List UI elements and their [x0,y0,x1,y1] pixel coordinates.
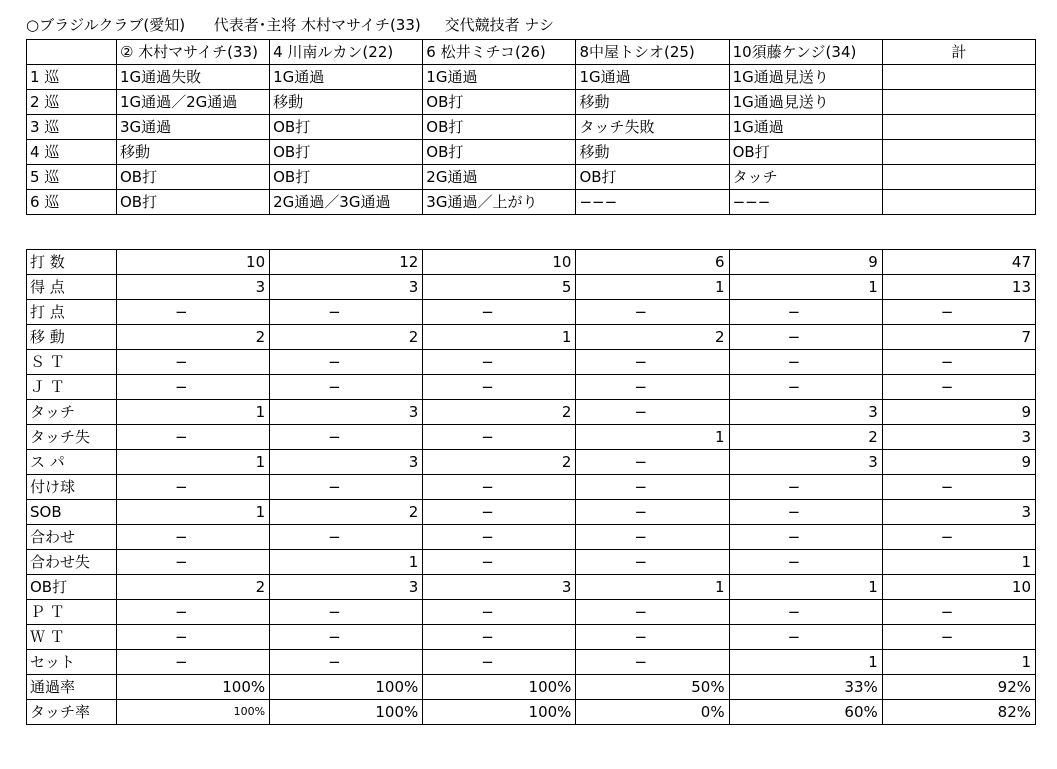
round-cell [882,115,1035,140]
stat-row [27,350,1036,375]
stat-value: 3 [882,425,1035,450]
stat-value: − [576,350,729,375]
stat-row [27,625,1036,650]
stat-value: 1 [576,575,729,600]
round-cell [882,165,1035,190]
stat-value: − [423,300,576,325]
stat-value: 2 [270,500,423,525]
round-cell: 1G通過 [270,65,423,90]
round-label: 3 巡 [27,115,117,140]
stat-value: − [270,625,423,650]
stat-value: − [576,600,729,625]
stat-row [27,550,1036,575]
stat-value: − [729,550,882,575]
stat-value: − [116,550,269,575]
round-cell: OB打 [576,165,729,190]
round-cell: 3G通過／上がり [423,190,576,215]
stat-label: 合わせ [27,525,117,550]
stat-value: − [576,450,729,475]
stat-value: 2 [270,325,423,350]
round-cell: 移動 [576,90,729,115]
stat-value: 60% [729,700,882,725]
stat-value: − [729,500,882,525]
round-cell: タッチ失敗 [576,115,729,140]
player-name: 6 松井ミチコ(26) [423,40,576,65]
round-cell: 移動 [270,90,423,115]
stat-value: 100% [270,675,423,700]
stat-value: 1 [576,275,729,300]
stat-value: 2 [576,325,729,350]
captain-info: 代表者･主将 木村マサイチ(33) [213,16,421,34]
stat-row [27,275,1036,300]
stat-label: 通過率 [27,675,117,700]
stat-value: 9 [882,450,1035,475]
stat-value: − [576,300,729,325]
stat-value: − [882,475,1035,500]
round-cell [882,140,1035,165]
stat-label: Ｊ Ｔ [27,375,117,400]
stat-value: 3 [729,400,882,425]
stat-label: タッチ率 [27,700,117,725]
stat-value: − [882,350,1035,375]
stat-label: Ｗ Ｔ [27,625,117,650]
stat-row [27,325,1036,350]
round-cell: 1G通過失敗 [116,65,269,90]
stat-row [27,675,1036,700]
stat-value: 1 [729,575,882,600]
stat-value: − [882,600,1035,625]
sheet-header [26,14,554,36]
stat-value: 3 [270,575,423,600]
round-row [27,165,1036,190]
stat-value: − [423,550,576,575]
stats-table [26,249,1036,725]
stat-value: − [729,625,882,650]
round-label: 1 巡 [27,65,117,90]
stat-row [27,525,1036,550]
stat-value: − [576,475,729,500]
stat-value: 100% [423,700,576,725]
stat-value: − [576,375,729,400]
stat-value: 3 [423,575,576,600]
stat-value: − [882,375,1035,400]
corner-cell [27,40,117,65]
round-row [27,115,1036,140]
stat-row [27,700,1036,725]
stat-value: − [116,375,269,400]
stat-value: − [729,375,882,400]
round-cell: −−− [576,190,729,215]
round-cell: OB打 [116,165,269,190]
stat-value: 0% [576,700,729,725]
player-name: ② 木村マサイチ(33) [116,40,269,65]
round-cell: 移動 [576,140,729,165]
round-cell: 2G通過 [423,165,576,190]
stat-value: 2 [423,450,576,475]
stat-value: − [729,600,882,625]
round-cell: 1G通過／2G通過 [116,90,269,115]
stat-value: 1 [116,400,269,425]
stat-value: − [576,650,729,675]
stat-row [27,475,1036,500]
stat-value: − [270,650,423,675]
stat-value: − [423,625,576,650]
stat-value: 10 [423,250,576,275]
stat-value: 3 [270,275,423,300]
stat-value: − [116,625,269,650]
stat-value: 1 [116,500,269,525]
stat-value: 1 [729,650,882,675]
round-cell: 1G通過 [423,65,576,90]
stat-value: − [729,525,882,550]
stat-value: 1 [576,425,729,450]
total-header: 計 [882,40,1035,65]
stat-value: − [270,350,423,375]
stat-value: − [423,525,576,550]
stat-value: 100% [116,675,269,700]
stat-row [27,250,1036,275]
round-cell: OB打 [729,140,882,165]
stat-value: 100% [423,675,576,700]
stat-label: SOB [27,500,117,525]
round-cell: OB打 [270,115,423,140]
stat-value: − [116,425,269,450]
stat-label: セット [27,650,117,675]
round-cell: 移動 [116,140,269,165]
stat-value: 2 [423,400,576,425]
stat-label: タッチ失 [27,425,117,450]
stat-value: − [882,300,1035,325]
stat-value: 5 [423,275,576,300]
stat-label: 得 点 [27,275,117,300]
stat-value: − [882,625,1035,650]
round-cell [882,65,1035,90]
stat-label: 打 点 [27,300,117,325]
stat-row [27,575,1036,600]
stat-value: − [576,400,729,425]
round-cell: OB打 [423,140,576,165]
stat-value: 3 [270,400,423,425]
stat-value: 1 [423,325,576,350]
stat-value: − [729,350,882,375]
stat-row [27,425,1036,450]
round-cell: OB打 [270,140,423,165]
stat-value: − [423,350,576,375]
stat-value: 10 [882,575,1035,600]
round-label: 4 巡 [27,140,117,165]
stat-value: 33% [729,675,882,700]
stat-label: 打 数 [27,250,117,275]
stat-value: 50% [576,675,729,700]
stat-value: − [116,525,269,550]
stat-value: − [576,500,729,525]
stat-value: 7 [882,325,1035,350]
round-cell: 1G通過 [729,115,882,140]
stat-value: 13 [882,275,1035,300]
stat-value: 2 [116,575,269,600]
stat-value: 1 [882,550,1035,575]
stat-value: 3 [729,450,882,475]
round-cell [882,90,1035,115]
round-row [27,190,1036,215]
stat-value: − [423,425,576,450]
round-cell [882,190,1035,215]
stat-value: − [729,475,882,500]
substitute-info: 交代競技者 ナシ [444,16,555,34]
stat-value: − [116,650,269,675]
player-header-row [27,40,1036,65]
stat-value: − [116,350,269,375]
stat-value: 1 [729,275,882,300]
round-label: 6 巡 [27,190,117,215]
stat-row [27,300,1036,325]
stat-row [27,375,1036,400]
stat-value: 3 [882,500,1035,525]
stat-value: − [576,525,729,550]
player-name: 4 川南ルカン(22) [270,40,423,65]
round-cell: OB打 [423,90,576,115]
round-cell: OB打 [423,115,576,140]
stat-value: 1 [882,650,1035,675]
round-cell: 1G通過 [576,65,729,90]
stat-row [27,600,1036,625]
stat-label: 合わせ失 [27,550,117,575]
stat-value: − [270,475,423,500]
player-name: 10須藤ケンジ(34) [729,40,882,65]
stat-label: タッチ [27,400,117,425]
round-row [27,140,1036,165]
stat-value: − [423,375,576,400]
stat-value: − [270,375,423,400]
stat-value: 100% [270,700,423,725]
stat-value: 1 [270,550,423,575]
stat-value: 100% [116,700,269,725]
stat-value: − [116,600,269,625]
stat-value: 47 [882,250,1035,275]
stat-value: − [576,625,729,650]
round-cell: 2G通過／3G通過 [270,190,423,215]
round-label: 5 巡 [27,165,117,190]
stat-value: 9 [729,250,882,275]
stat-label: 付け球 [27,475,117,500]
stat-value: 3 [116,275,269,300]
rounds-table [26,39,1036,215]
stat-value: − [576,550,729,575]
stat-value: − [270,300,423,325]
stat-value: 1 [116,450,269,475]
stat-value: − [270,525,423,550]
round-cell: OB打 [116,190,269,215]
round-row [27,65,1036,90]
stat-value: − [423,500,576,525]
team-name: ○ブラジルクラブ(愛知) [26,16,186,34]
stat-label: 移 動 [27,325,117,350]
stat-value: 9 [882,400,1035,425]
stat-label: Ｐ Ｔ [27,600,117,625]
stat-value: 92% [882,675,1035,700]
round-cell: 1G通過見送り [729,90,882,115]
stat-value: 2 [729,425,882,450]
stat-value: 2 [116,325,269,350]
stat-value: − [423,650,576,675]
stat-value: − [270,425,423,450]
round-cell: OB打 [270,165,423,190]
round-cell: 3G通過 [116,115,269,140]
round-cell: 1G通過見送り [729,65,882,90]
round-row [27,90,1036,115]
stat-label: ス パ [27,450,117,475]
stat-value: 82% [882,700,1035,725]
stat-value: 6 [576,250,729,275]
stat-value: − [423,600,576,625]
stat-label: OB打 [27,575,117,600]
stat-value: − [270,600,423,625]
stat-value: − [729,300,882,325]
stat-value: − [423,475,576,500]
stat-value: − [116,475,269,500]
player-name: 8中屋トシオ(25) [576,40,729,65]
stat-value: − [882,525,1035,550]
stat-row [27,400,1036,425]
stat-value: − [729,325,882,350]
stat-row [27,450,1036,475]
stat-row [27,500,1036,525]
stat-value: 10 [116,250,269,275]
round-label: 2 巡 [27,90,117,115]
stat-value: 12 [270,250,423,275]
stat-value: − [116,300,269,325]
round-cell: タッチ [729,165,882,190]
stat-label: Ｓ Ｔ [27,350,117,375]
stat-row [27,650,1036,675]
stat-value: 3 [270,450,423,475]
round-cell: −−− [729,190,882,215]
